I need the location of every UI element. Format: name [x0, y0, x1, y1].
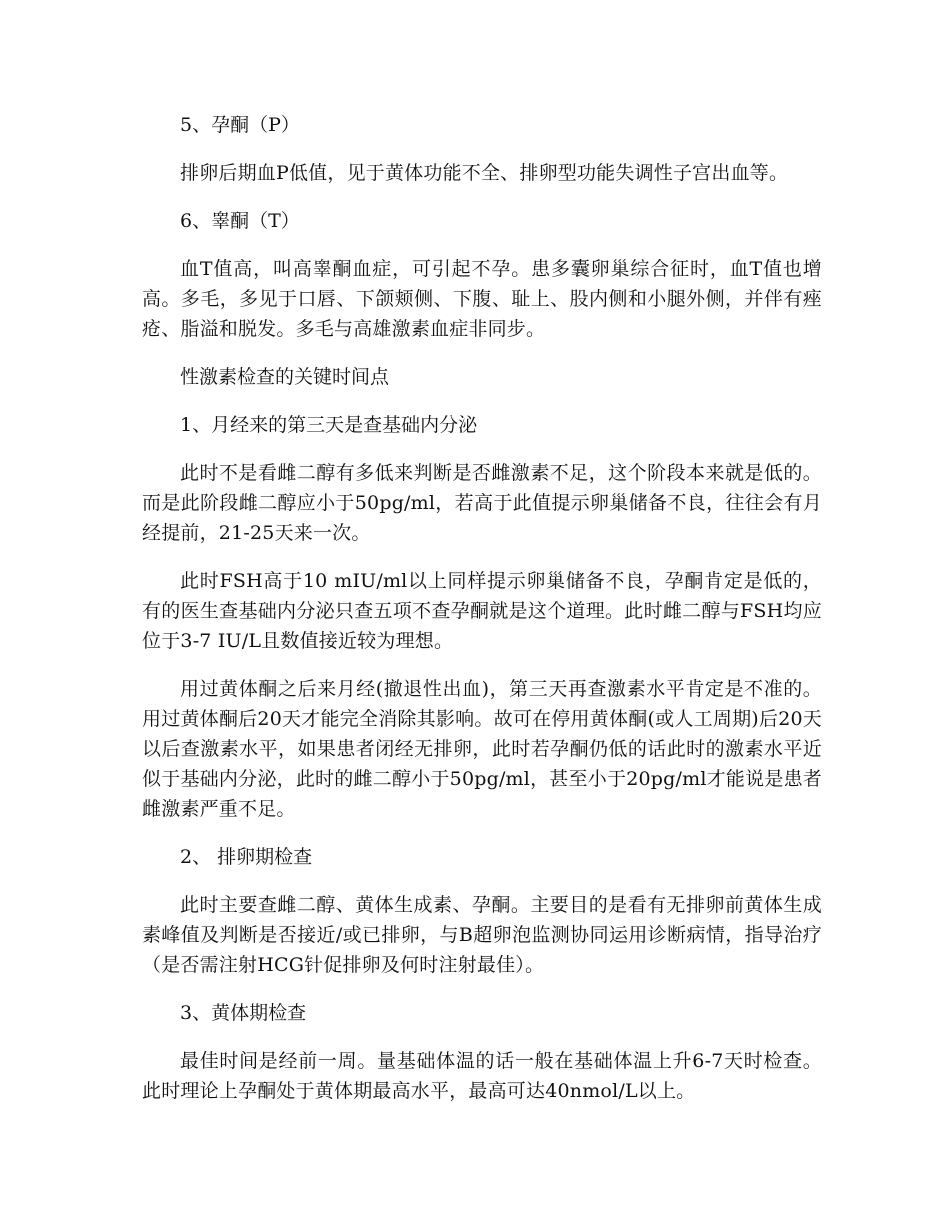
paragraph-ovulation: 此时主要查雌二醇、黄体生成素、孕酮。主要目的是看有无排卵前黄体生成素峰值及判断是否接近/或已排卵，与B超卵泡监测协同运用诊断病情，指导治疗（是否需注射HCG针促排卵及何时注射最佳）。: [142, 894, 822, 976]
paragraph-testosterone: 血T值高，叫高睾酮血症，可引起不孕。患多囊卵巢综合征时，血T值也增高。多毛，多见于口唇、下颌颊侧、下腹、耻上、股内侧和小腿外侧，并伴有痤疮、脂溢和脱发。多毛与高雄激素血症非同步。: [142, 258, 822, 340]
section-heading-key-timepoints: 性激素检查的关键时间点: [180, 366, 390, 388]
section-heading-testosterone: 6、睾酮（T）: [180, 210, 300, 232]
section-heading-progesterone: 5、孕酮（P）: [180, 114, 300, 136]
section-heading-day-three: 1、月经来的第三天是查基础内分泌: [180, 414, 478, 436]
paragraph-luteal: 最佳时间是经前一周。量基础体温的话一般在基础体温上升6-7天时检查。此时理论上孕酮处于黄体期最高水平，最高可达40nmol/L以上。: [142, 1050, 822, 1102]
paragraph-progesterone: 排卵后期血P低值，见于黄体功能不全、排卵型功能失调性子宫出血等。: [180, 162, 789, 184]
paragraph-day-three-fsh: 此时FSH高于10 mIU/ml以上同样提示卵巢储备不良，孕酮肯定是低的，有的医生查基础内分泌只查五项不查孕酮就是这个道理。此时雌二醇与FSH均应位于3-7 IU/L且数值接近较为理想。: [142, 570, 822, 652]
paragraph-day-three-estradiol: 此时不是看雌二醇有多低来判断是否雌激素不足，这个阶段本来就是低的。而是此阶段雌二醇应小于50pg/ml，若高于此值提示卵巢储备不良，往往会有月经提前，21-25天来一次。: [142, 462, 822, 544]
document-body: [142, 110, 822, 1124]
paragraph-day-three-progestin: 用过黄体酮之后来月经(撤退性出血)，第三天再查激素水平肯定是不准的。用过黄体酮后20天才能完全消除其影响。故可在停用黄体酮(或人工周期)后20天以后查激素水平，如果患者闭经无排卵，此时若孕酮仍低的话此时的激素水平近似于基础内分泌，此时的雌二醇小于50pg/ml，甚至小于20pg/ml才能说是患者雌激素严重不足。: [142, 678, 822, 820]
section-heading-luteal: 3、黄体期检查: [180, 1002, 307, 1024]
section-heading-ovulation: 2、 排卵期检查: [180, 846, 313, 868]
